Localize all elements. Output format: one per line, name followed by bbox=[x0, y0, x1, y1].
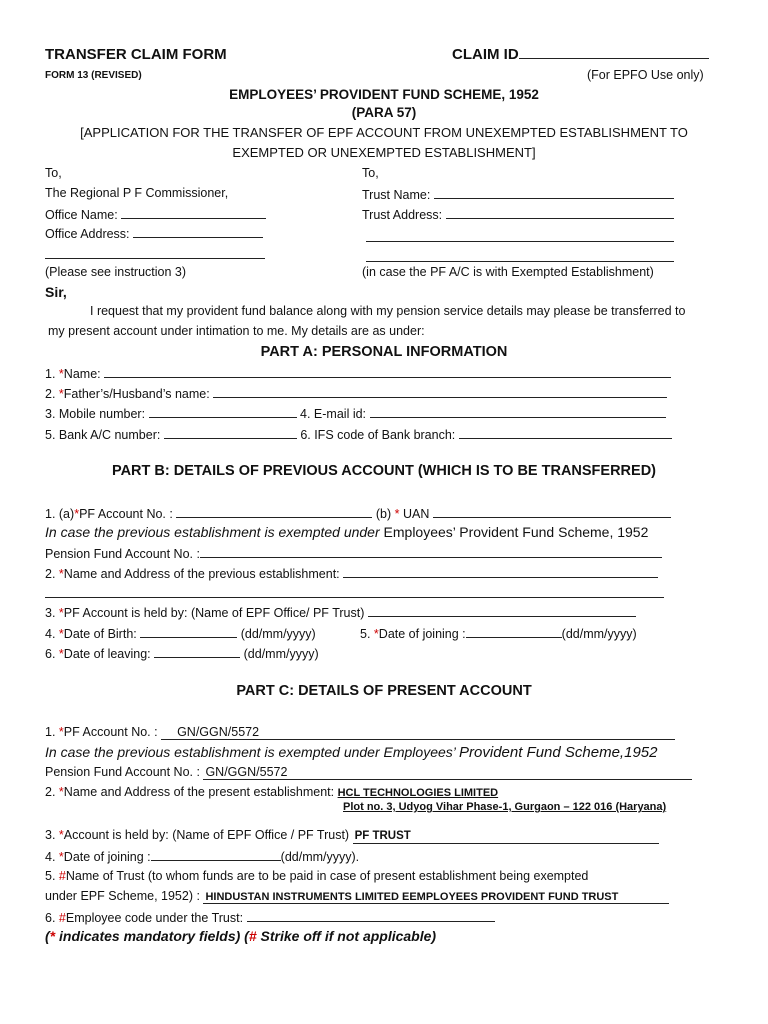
request-line-1: I request that my provident fund balance along with my pension service details may please be transferred to bbox=[90, 304, 686, 318]
left-to: To, bbox=[45, 166, 62, 180]
request-line-2: my present account under intimation to me. My details are as under: bbox=[48, 324, 425, 338]
present-establishment-row: 2. *Name and Address of the present establishment: HCL TECHNOLOGIES LIMITED bbox=[45, 785, 499, 799]
right-instruction-note: (in case the PF A/C is with Exempted Establishment) bbox=[362, 265, 654, 279]
prev-doj-field[interactable] bbox=[466, 626, 562, 638]
present-pf-value: GN/GGN/5572 bbox=[177, 725, 260, 739]
application-line-1: [APPLICATION FOR THE TRANSFER OF EPF ACCOUNT FROM UNEXEMPTED ESTABLISHMENT TO bbox=[80, 125, 688, 140]
present-doj-field[interactable] bbox=[151, 849, 281, 861]
present-pension-value: GN/GGN/5572 bbox=[205, 765, 288, 779]
present-held-by-row: 3. *Account is held by: (Name of EPF Office / PF Trust) PF TRUST bbox=[45, 829, 659, 844]
bank-ifs-row: 5. Bank A/C number: 6. IFS code of Bank branch: bbox=[45, 427, 672, 442]
trust-address-row: Trust Address: bbox=[362, 207, 674, 222]
prev-held-by-row: 3. *PF Account is held by: (Name of EPF Office/ PF Trust) bbox=[45, 605, 636, 620]
office-address-row: Office Address: bbox=[45, 226, 263, 241]
trust-name-field[interactable] bbox=[434, 187, 674, 199]
scheme-title: EMPLOYEES’ PROVIDENT FUND SCHEME, 1952 bbox=[229, 87, 539, 102]
present-doj-row: 4. *Date of joining : (dd/mm/yyyy). bbox=[45, 850, 360, 864]
prev-pension-field[interactable] bbox=[200, 546, 662, 558]
prev-doj-row: 5. *Date of joining : (dd/mm/yyyy) bbox=[360, 627, 637, 641]
dol-field[interactable] bbox=[154, 646, 240, 658]
mobile-email-row: 3. Mobile number: 4. E-mail id: bbox=[45, 406, 666, 421]
father-name-field[interactable] bbox=[213, 386, 667, 398]
prev-pf-uan-row: 1. (a)*PF Account No. : (b) * UAN bbox=[45, 506, 671, 521]
trust-address-field[interactable] bbox=[446, 207, 674, 219]
prev-establishment-row: 2. *Name and Address of the previous establishment: bbox=[45, 566, 658, 581]
left-recipient: The Regional P F Commissioner, bbox=[45, 186, 229, 200]
epfo-use-note: (For EPFO Use only) bbox=[587, 68, 704, 82]
part-c-heading: PART C: DETAILS OF PRESENT ACCOUNT bbox=[236, 683, 532, 699]
dob-field[interactable] bbox=[140, 626, 237, 638]
form-number: FORM 13 (REVISED) bbox=[45, 70, 142, 81]
ifs-code-field[interactable] bbox=[459, 427, 672, 439]
employee-code-field[interactable] bbox=[247, 910, 495, 922]
office-name-field[interactable] bbox=[121, 207, 266, 219]
bank-account-field[interactable] bbox=[164, 427, 297, 439]
prev-establishment-line-2 bbox=[45, 586, 664, 601]
present-exempt-note: In case the previous establishment is exempted under Employees’ Provident Fund Scheme,1952 bbox=[45, 744, 658, 761]
claim-id-field[interactable] bbox=[519, 47, 709, 59]
prev-exempt-note: In case the previous establishment is exempted under Employees’ Provident Fund Scheme, 1952 bbox=[45, 524, 649, 540]
claim-id-label: CLAIM ID bbox=[452, 47, 709, 62]
part-a-heading: PART A: PERSONAL INFORMATION bbox=[260, 344, 508, 360]
trust-name-answer-row: under EPF Scheme, 1952) : HINDUSTAN INSTRUMENTS LIMITED EEMPLOYEES PROVIDENT FUND TRUST bbox=[45, 890, 669, 904]
application-line-2: EXEMPTED OR UNEXEMPTED ESTABLISHMENT] bbox=[232, 145, 536, 160]
para-ref: (PARA 57) bbox=[351, 105, 417, 120]
office-name-row: Office Name: bbox=[45, 207, 266, 222]
prev-held-by-field[interactable] bbox=[368, 605, 636, 617]
form-title: TRANSFER CLAIM FORM bbox=[45, 46, 227, 63]
uan-field[interactable] bbox=[433, 506, 671, 518]
right-to: To, bbox=[362, 166, 379, 180]
dol-row: 6. *Date of leaving: (dd/mm/yyyy) bbox=[45, 647, 319, 661]
name-field[interactable] bbox=[104, 366, 671, 378]
prev-pf-account-field[interactable] bbox=[176, 506, 372, 518]
employee-code-row: 6. #Employee code under the Trust: bbox=[45, 910, 495, 925]
present-pf-row: 1. *PF Account No. : GN/GGN/5572 bbox=[45, 726, 675, 740]
part-b-heading: PART B: DETAILS OF PREVIOUS ACCOUNT (WHICH IS TO BE TRANSFERRED) bbox=[111, 463, 657, 479]
mobile-field[interactable] bbox=[149, 406, 297, 418]
office-address-field[interactable] bbox=[133, 226, 263, 238]
father-name-row: 2. *Father’s/Husband’s name: bbox=[45, 386, 667, 401]
email-field[interactable] bbox=[370, 406, 666, 418]
trust-address-line-3 bbox=[366, 250, 674, 265]
office-address-line-2 bbox=[45, 247, 265, 262]
name-row: 1. *Name: bbox=[45, 366, 671, 381]
establishment-name: HCL TECHNOLOGIES LIMITED bbox=[337, 787, 499, 799]
footer-legend: (* indicates mandatory fields) (# Strike off if not applicable) bbox=[45, 928, 437, 944]
establishment-address: Plot no. 3, Udyog Vihar Phase-1, Gurgaon – 122 016 (Haryana) bbox=[343, 801, 667, 813]
held-by-value: PF TRUST bbox=[354, 830, 411, 842]
left-instruction-note: (Please see instruction 3) bbox=[45, 265, 187, 279]
trust-name-row: Trust Name: bbox=[362, 187, 674, 202]
trust-address-line-2 bbox=[366, 230, 674, 245]
prev-pension-row: Pension Fund Account No. : bbox=[45, 546, 662, 561]
salutation: Sir, bbox=[45, 284, 67, 300]
trust-name-question: 5. #Name of Trust (to whom funds are to be paid in case of present establishment being exempted bbox=[45, 869, 589, 883]
prev-establishment-field[interactable] bbox=[343, 566, 658, 578]
present-pension-row: Pension Fund Account No. : GN/GGN/5572 bbox=[45, 766, 692, 780]
trust-name-value: HINDUSTAN INSTRUMENTS LIMITED EEMPLOYEES PROVIDENT FUND TRUST bbox=[205, 891, 619, 903]
dob-row: 4. *Date of Birth: (dd/mm/yyyy) bbox=[45, 627, 316, 641]
